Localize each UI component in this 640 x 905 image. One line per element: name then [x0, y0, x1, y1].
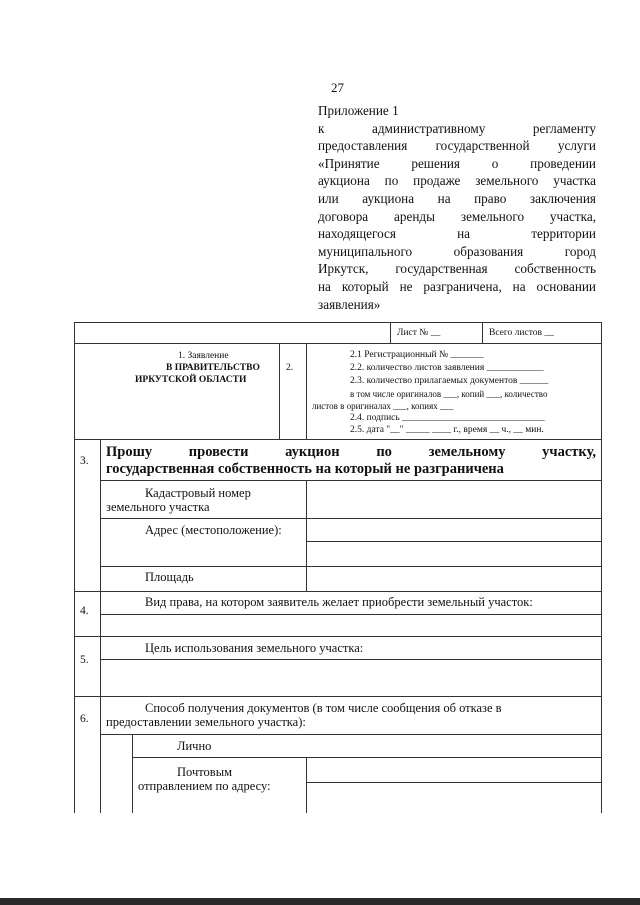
addressee-line-1: В ПРАВИТЕЛЬСТВО — [166, 363, 260, 373]
section6-number: 6. — [80, 713, 89, 725]
appendix-last-line: заявления» — [318, 296, 381, 312]
appendix-line: договора аренды земельного участка, — [318, 208, 596, 224]
appendix-line: «Принятие решения о проведении — [318, 155, 596, 171]
originals-copies-field[interactable]: в том числе оригиналов ___, копий ___, количество — [350, 389, 548, 399]
appendix-line: Иркутск, государственная собственность — [318, 261, 596, 277]
appendix-header — [318, 102, 596, 313]
attached-documents-field[interactable]: 2.3. количество прилагаемых документов ______ — [350, 376, 549, 386]
divider — [100, 439, 101, 813]
page-number: 27 — [331, 80, 344, 95]
area-label: Площадь — [145, 570, 194, 584]
divider — [74, 636, 601, 637]
appendix-line: к административному регламенту — [318, 120, 596, 136]
divider — [306, 541, 601, 542]
divider — [279, 343, 280, 439]
divider — [132, 734, 133, 813]
signature-field[interactable]: 2.4. подпись ______________________________ — [350, 413, 545, 423]
scan-edge — [0, 898, 640, 905]
purpose-label: Цель использования земельного участка: — [145, 641, 364, 655]
total-sheets-field[interactable]: Всего листов __ — [489, 328, 554, 338]
divider — [306, 757, 307, 813]
divider — [482, 322, 483, 343]
divider — [100, 734, 601, 735]
appendix-line: или аукциона на право заключения — [318, 190, 596, 206]
cadastral-label-1: Кадастровый номер — [145, 486, 251, 500]
appendix-line: на который не разграничена, на основании — [318, 278, 596, 294]
sheets-in-originals-field[interactable]: листов в оригиналах ___, копиях ___ — [312, 401, 454, 411]
divider — [74, 439, 601, 440]
request-line-2: государственная собственность на который не разграничена — [106, 461, 504, 477]
section5-number: 5. — [80, 654, 89, 666]
divider — [100, 518, 601, 519]
registration-number-field[interactable]: 2.1 Регистрационный № _______ — [350, 350, 484, 360]
divider — [306, 480, 307, 591]
delivery-method-label-2: предоставлении земельного участка): — [106, 715, 306, 729]
appendix-line: предоставления государственной услуги — [318, 138, 596, 154]
address-label: Адрес (местоположение): — [145, 523, 282, 537]
application-sheets-field[interactable]: 2.2. количество листов заявления ____________ — [350, 363, 544, 373]
option-mail-2[interactable]: отправлением по адресу: — [138, 779, 271, 793]
appendix-line: муниципального образования город — [318, 243, 596, 259]
option-personal[interactable]: Лично — [177, 739, 212, 753]
divider — [306, 782, 601, 783]
divider — [100, 480, 601, 481]
section4-number: 4. — [80, 605, 89, 617]
divider — [100, 614, 601, 615]
section3-number: 3. — [80, 455, 89, 467]
divider — [390, 322, 391, 343]
appendix-title: Приложение 1 — [318, 103, 399, 118]
section2-number: 2. — [286, 363, 294, 373]
delivery-method-label-1: Способ получения документов (в том числе сообщения об отказе в — [145, 701, 502, 715]
option-mail-1[interactable]: Почтовым — [177, 765, 232, 779]
divider — [74, 343, 601, 344]
divider — [306, 343, 307, 439]
divider — [132, 757, 601, 758]
date-time-field[interactable]: 2.5. дата "__" _____ ____ г., время __ ч., __ мин. — [350, 425, 544, 435]
appendix-line: находящегося на территории — [318, 226, 596, 242]
addressee-line-2: ИРКУТСКОЙ ОБЛАСТИ — [135, 375, 247, 385]
request-line-1: Прошу провести аукцион по земельному участку, — [106, 444, 596, 460]
cadastral-label-2: земельного участка — [106, 500, 210, 514]
divider — [74, 696, 601, 697]
right-type-label: Вид права, на котором заявитель желает приобрести земельный участок: — [145, 595, 533, 609]
section1-title: 1. Заявление — [178, 351, 229, 361]
divider — [74, 591, 601, 592]
divider — [100, 659, 601, 660]
divider — [100, 566, 601, 567]
appendix-line: аукциона по продаже земельного участка — [318, 173, 596, 189]
sheet-number-field[interactable]: Лист № __ — [397, 328, 441, 338]
